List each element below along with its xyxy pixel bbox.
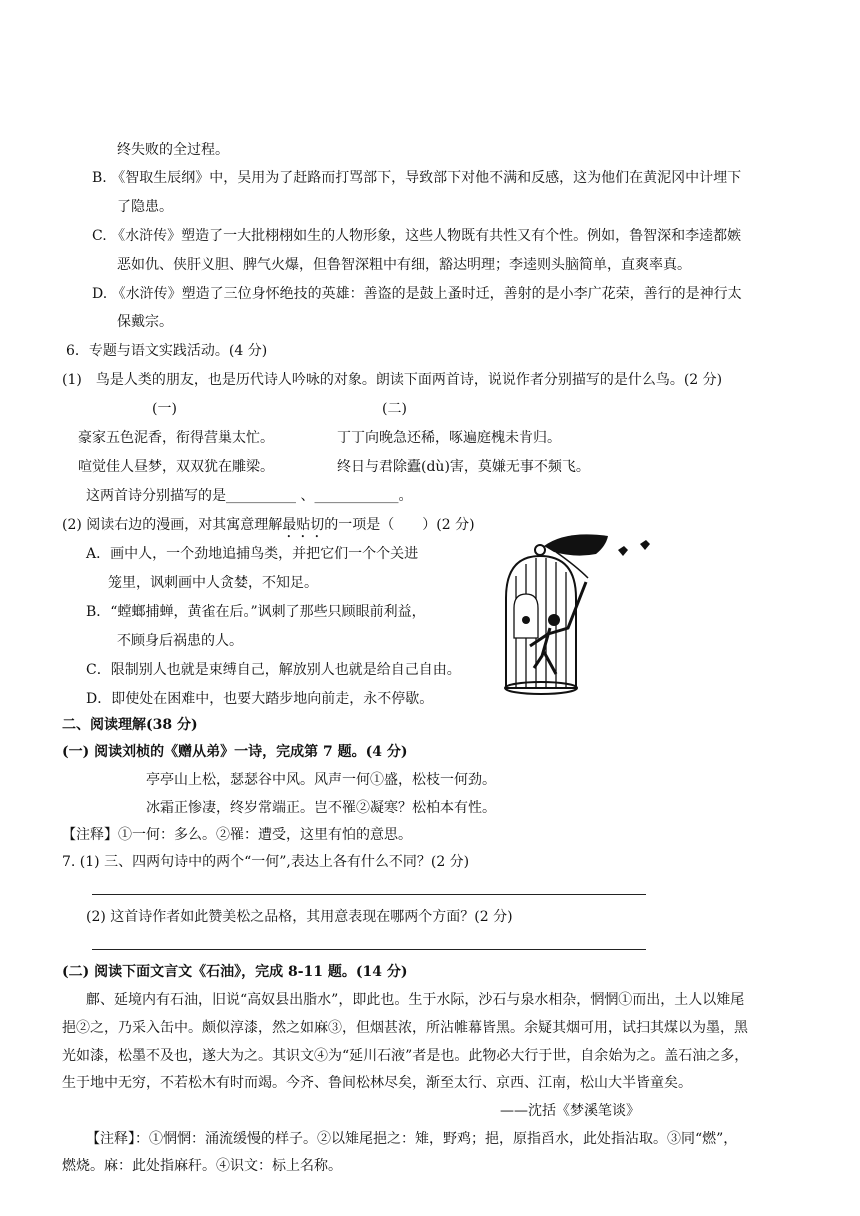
q5-option-c-line1: C. 《水浒传》塑造了一大批栩栩如生的人物形象，这些人物既有共性又有个性。例如，鲁智深和李逵都嫉 bbox=[92, 228, 742, 244]
passage-note-line1: 【注释】：①惘惘：涌流缓慢的样子。②以雉尾挹之：雉，野鸡；挹，原指舀水，此处指沾取。③同“燃”， bbox=[86, 1131, 738, 1147]
q6-option-c: C．限制别人也就是束缚自己，解放别人也就是给自己自由。 bbox=[86, 662, 461, 678]
section2-title: 二、阅读理解(38 分) bbox=[62, 717, 198, 733]
passage-line3: 光如漆，松墨不及也，遂大为之。其识文④为“延川石液”者是也。此物必大行于世，自余始为之。盖石油之多， bbox=[62, 1048, 749, 1064]
poem-line1: 亭亭山上松，瑟瑟谷中风。风声一何①盛，松枝一何劲。 bbox=[146, 772, 496, 788]
cartoon-birdcage-net-illustration bbox=[496, 528, 670, 700]
poem1-line2: 喧觉佳人昼梦，双双犹在雕梁。 bbox=[78, 459, 274, 475]
q6-title: 6．专题与语文实践活动。(4 分) bbox=[66, 343, 268, 359]
passage-source: ——沈括《梦溪笔谈》 bbox=[500, 1103, 640, 1119]
passage-line4: 生于地中无穷，不若松木有时而竭。今齐、鲁间松林尽矣，渐至太行、京西、江南，松山大半皆童矣。 bbox=[62, 1075, 692, 1091]
q6-part2-prompt bbox=[62, 516, 475, 541]
q5-option-d-line2: 保戴宗。 bbox=[117, 314, 173, 330]
q6-part2-emphasis: 最贴切 bbox=[282, 517, 325, 533]
q7-part2: (2) 这首诗作者如此赞美松之品格，其用意表现在哪两个方面？(2 分) bbox=[86, 909, 513, 925]
q6-part1-prompt: (1) 鸟是人类的朋友，也是历代诗人吟咏的对象。朗读下面两首诗，说说作者分别描写的是什么鸟。(2 分) bbox=[62, 372, 723, 388]
q5-option-b-line2: 了隐患。 bbox=[117, 199, 173, 215]
q6-part2-prompt-post: 的一项是（ ）(2 分) bbox=[324, 517, 475, 533]
poem2-line1: 丁丁向晚急还稀，啄遍庭槐未肯归。 bbox=[337, 430, 561, 446]
q5-option-b-line1: B. 《智取生辰纲》中，吴用为了赶路而打骂部下，导致部下对他不满和反感，这为他们在黄泥冈中计埋下 bbox=[92, 170, 742, 186]
passage-line1: 鄜、延境内有石油，旧说“高奴县出脂水”，即此也。生于水际，沙石与泉水相杂，惘惘①而出，土人以雉尾 bbox=[86, 992, 745, 1008]
answer-line-q7-1[interactable] bbox=[92, 894, 646, 895]
passage-note-line2: 燃烧。麻：此处指麻秆。④识文：标上名称。 bbox=[62, 1158, 342, 1174]
poem-note: 【注释】①一何：多么。②罹：遭受，这里有怕的意思。 bbox=[62, 827, 412, 843]
q5-option-a-tail: 终失败的全过程。 bbox=[117, 142, 229, 158]
passage-line2: 挹②之，乃采入缶中。颇似淳漆，然之如麻③，但烟甚浓，所沾帷幕皆黑。余疑其烟可用，试扫其煤以为墨，黑 bbox=[62, 1020, 748, 1036]
part2-title: (二) 阅读下面文言文《石油》，完成 8-11 题。(14 分) bbox=[62, 964, 408, 980]
poem1-line1: 豪家五色泥香，衔得营巢太忙。 bbox=[78, 430, 274, 446]
part1-title: (一) 阅读刘桢的《赠从弟》一诗，完成第 7 题。(4 分) bbox=[62, 744, 408, 760]
q7-part1: 7. (1) 三、四两句诗中的两个“一何”,表达上各有什么不同？(2 分) bbox=[62, 854, 470, 870]
q5-option-c-line2: 恶如仇、侠肝义胆、脾气火爆，但鲁智深粗中有细，豁达明理；李逵则头脑简单，直爽率真。 bbox=[117, 257, 691, 273]
q6-option-d: D．即使处在困难中，也要大踏步地向前走，永不停歇。 bbox=[86, 691, 434, 707]
q6-option-b-line1: B．“螳螂捕蝉，黄雀在后。”讽刺了那些只顾眼前利益， bbox=[86, 604, 426, 620]
poem1-heading: (一) bbox=[152, 401, 177, 417]
q5-option-d-line1: D. 《水浒传》塑造了三位身怀绝技的英雄：善盗的是鼓上蚤时迁，善射的是小李广花荣，善行的是神行太 bbox=[92, 286, 742, 302]
poem2-heading: (二) bbox=[382, 401, 407, 417]
answer-line-q7-2[interactable] bbox=[92, 949, 646, 950]
q6-answer-blanks: 这两首诗分别描写的是__________ 、____________。 bbox=[86, 488, 413, 504]
q6-option-a-line1: A．画中人，一个劲地追捕鸟类，并把它们一个个关进 bbox=[86, 546, 419, 562]
q6-option-b-line2: 不顾身后祸患的人。 bbox=[117, 633, 243, 649]
q6-part2-prompt-pre: (2) 阅读右边的漫画，对其寓意理解 bbox=[62, 517, 283, 533]
poem2-line2: 终日与君除蠹(dù)害，莫嫌无事不频飞。 bbox=[337, 459, 590, 475]
q6-option-a-line2: 笼里，讽刺画中人贪婪，不知足。 bbox=[108, 575, 318, 591]
poem-line2: 冰霜正惨凄，终岁常端正。岂不罹②凝寒？松柏本有性。 bbox=[146, 800, 496, 816]
